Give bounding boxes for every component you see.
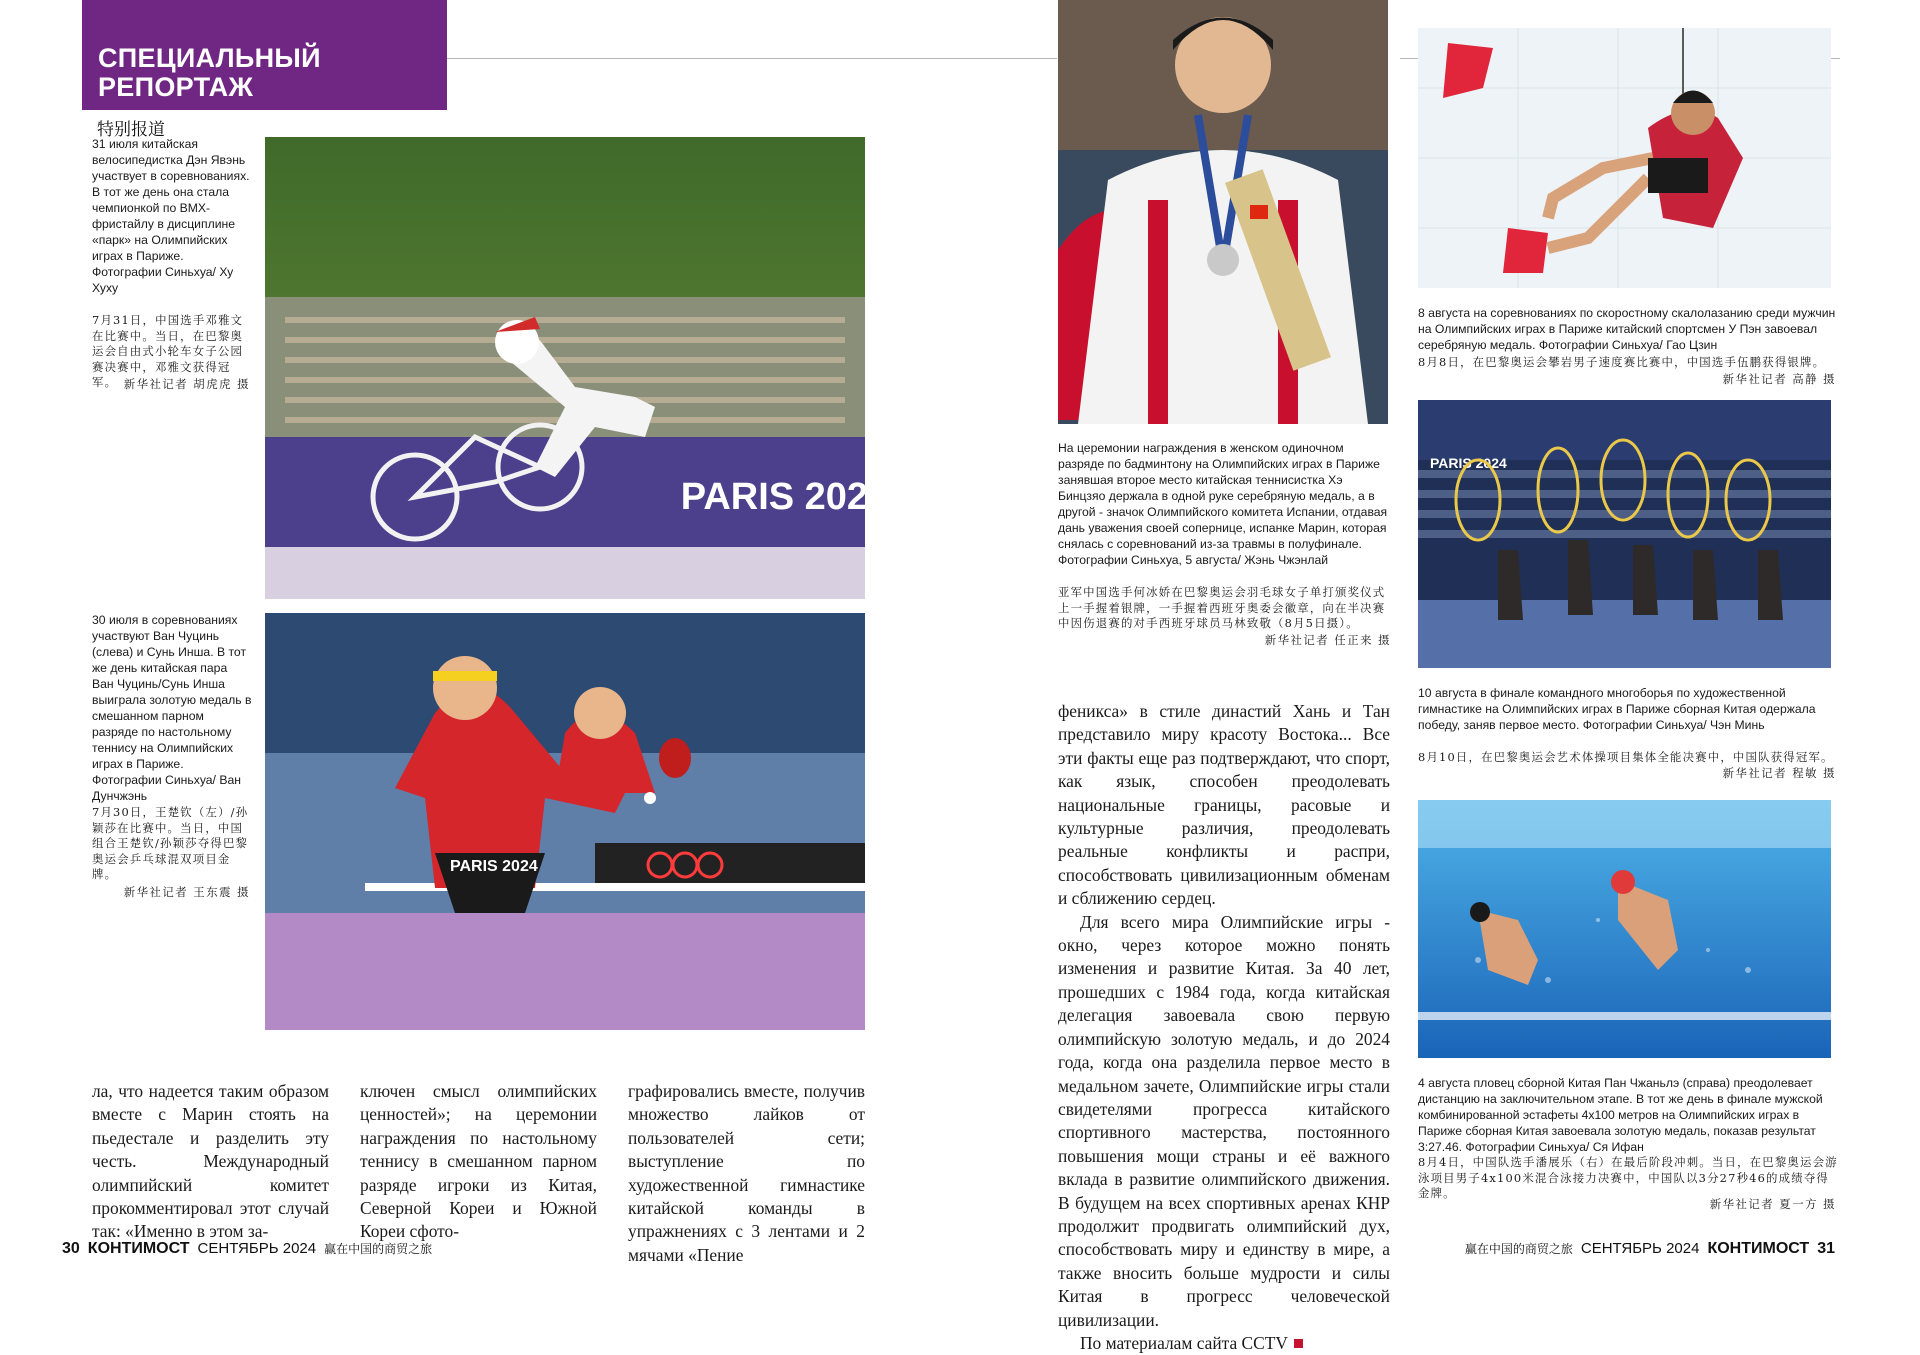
section-title-cn: 特别报道: [97, 120, 165, 140]
body-column-3: графировались вместе, получив множество лайков от пользователей сети; выступление по художественной гимнастике китайской команды в упражнениях с 3 лентами и 2 мячами «Пение: [628, 1081, 865, 1265]
swimming-photo: [1418, 800, 1831, 1058]
magazine-name-left: КОНТИМОСТ: [87, 1240, 190, 1257]
body-column-2: ключен смысл олимпийских ценностей»; на церемонии награждения по настольному теннису в смешанном парном разряде игроки из Китая, Северной Кореи и Южной Кореи сфото-: [360, 1081, 597, 1242]
gymnastics-caption-ru: 10 августа в финале командного многоборья по художественной гимнастике на Олимпийских играх в Париже сборная Китая одержала победу, заняв первое место. Фотографии Синьхуа/ Чэн Минь: [1418, 686, 1816, 732]
body-column-right: [1058, 700, 1390, 1355]
footer-right: [1465, 1240, 1835, 1266]
body-paragraph-1: феникса» в стиле династий Хань и Тан представило миру красоту Востока... Все эти факты еще раз подтверждают, что спорт, как язык, способен преодолевать национальные границы, расовые и культурные различия, преодолевать реальные конфликты и распри, способствовать цивилизационным обменам и сближению сердец.: [1058, 701, 1390, 909]
slogan-right: 赢在中国的商贸之旅: [1464, 1242, 1573, 1256]
badminton-caption-ru: На церемонии награждения в женском одиночном разряде по бадминтону на Олимпийских играх в Париже занявшая второе место китайская теннисистка Хэ Бинцзяо держала в одной руке серебряную медаль, а в другой - значок Олимпийского комитета Испании, отдавая дань уважения своей сопернице, испанке Марин, которая снялась с соревнований из-за травмы в полуфинале. Фотографии Синьхуа, 5 августа/ Жэнь Чжэнлай: [1058, 441, 1388, 567]
gymnastics-photo: [1418, 400, 1831, 668]
badminton-photo: [1058, 0, 1388, 424]
badminton-caption-cn: 亚军中国选手何冰娇在巴黎奥运会羽毛球女子单打颁奖仪式上一手握着银牌，一手握着西班牙奥委会徽章，向在半决赛中因伤退赛的对手西班牙球员马林致敬（8月5日摄）。: [1058, 585, 1386, 630]
swimming-credit: 新华社记者 夏一方 摄: [1709, 1197, 1836, 1211]
swimming-caption-cn: 8月4日，中国队选手潘展乐（右）在最后阶段冲刺。当日，在巴黎奥运会游泳项目男子4x100米混合泳接力决赛中，中国队以3分27秒46的成绩夺得金牌。: [1418, 1155, 1838, 1200]
magazine-name-right: КОНТИМОСТ: [1707, 1240, 1810, 1257]
issue-date-right: СЕНТЯБРЬ 2024: [1580, 1240, 1700, 1257]
tt-photo-shorts-text: PARIS 2024: [450, 858, 538, 875]
footer-left: [62, 1240, 432, 1266]
body-column-1: ла, что надеется таким образом вместе с Марин стоять на пьедестале и разделить эту честь. Международный олимпийский комитет прокомментировал этот случай так: «Именно в этом за-: [92, 1081, 329, 1242]
body-paragraph-2: Для всего мира Олимпийские игры - окно, через которое можно понять изменения и развитие Китая. За 40 лет, прошедших с 1984 года, когда китайская делегация завоевала свою первую олимпийскую золотую медаль, и до 2024 года, когда она разделила первое место в медальном зачете, Олимпийские игры стали свидетелями прогресса китайского спортивного мастерства, постоянного повышения мощи страны и её важного вклада в развитие олимпийского движения. В будущем на всех спортивных аренах КНР продолжит продвигать олимпийский дух, способствовать миру и единству в мире, а также вносить больше мудрости и силы Китая в прогресс человеческой цивилизации.: [1058, 911, 1390, 1330]
gymnastics-caption-cn: 8月10日，在巴黎奥运会艺术体操项目集体全能决赛中，中国队获得冠军。: [1418, 750, 1834, 764]
tt-credit: 新华社记者 王东震 摄: [123, 885, 250, 899]
table-tennis-photo: [265, 613, 865, 1030]
bmx-credit: 新华社记者 胡虎虎 摄: [123, 377, 250, 391]
badminton-credit: 新华社记者 任正来 摄: [1264, 633, 1391, 647]
bmx-caption-cn: 7月31日，中国选手邓雅文在比赛中。当日，在巴黎奥运会自由式小轮车女子公园赛决赛中，邓雅文获得冠军。: [92, 313, 244, 389]
page-number-left: 30: [62, 1240, 80, 1257]
end-mark-icon: [1294, 1339, 1303, 1348]
header-rule-left: [447, 58, 1057, 59]
tt-caption-cn: 7月30日，王楚钦（左）/孙颖莎在比赛中。当日，中国组合王楚钦/孙颖莎夺得巴黎奥运会乒乓球混双项目金牌。: [92, 805, 249, 881]
gymnastics-credit: 新华社记者 程敏 摄: [1722, 766, 1836, 780]
climbing-caption-ru: 8 августа на соревнованиях по скоростному скалолазанию среди мужчин на Олимпийских играх в Париже китайский спортсмен У Пэн завоевал серебряную медаль. Фотографии Синьхуа/ Гао Цзин: [1418, 306, 1836, 352]
body-source-line: [1058, 1332, 1390, 1355]
climbing-credit: 新华社记者 高静 摄: [1722, 372, 1836, 386]
section-title-line1: СПЕЦИАЛЬНЫЙ: [98, 43, 321, 73]
bmx-caption-ru: 31 июля китайская велосипедистка Дэн Явэнь участвует в соревнованиях. В тот же день она стала чемпионкой по BMX-фристайлу в дисциплине «парк» на Олимпийских играх в Париже. Фотографии Синьхуа/ Ху Хуху: [92, 137, 250, 295]
section-banner: [82, 0, 447, 110]
climbing-photo: [1418, 28, 1831, 288]
page-number-right: 31: [1817, 1240, 1835, 1257]
tt-caption-ru: 30 июля в соревнованиях участвуют Ван Чуцинь (слева) и Сунь Инша. В тот же день китайская пара Ван Чуцинь/Сунь Инша выиграла золотую медаль в смешанном парном разряде по настольному теннису на Олимпийских играх в Париже. Фотографии Синьхуа/ Ван Дунчжэнь: [92, 613, 252, 803]
gymnastics-photo-banner-text: PARIS 2024: [1430, 455, 1507, 471]
slogan-left: 赢在中国的商贸之旅: [324, 1242, 433, 1256]
section-title: [98, 44, 321, 102]
swimming-caption-ru: 4 августа пловец сборной Китая Пан Чжаньлэ (справа) преодолевает дистанцию на заключительном этапе. В тот же день в финале мужской комбинированной эстафеты 4х100 метров на Олимпийских играх в Париже сборная Китая завоевала золотую медаль, показав результат 3:27.46. Фотографии Синьхуа/ Ся Ифан: [1418, 1076, 1823, 1154]
section-title-line2: РЕПОРТАЖ: [98, 72, 254, 102]
body-source-text: По материалам сайта CCTV: [1080, 1332, 1288, 1353]
bmx-photo: [265, 137, 890, 599]
climbing-caption-cn: 8月8日，在巴黎奥运会攀岩男子速度赛比赛中，中国选手伍鹏获得银牌。: [1418, 355, 1826, 369]
issue-date-left: СЕНТЯБРЬ 2024: [197, 1240, 317, 1257]
bmx-photo-banner-text: PARIS 2024: [680, 476, 890, 518]
